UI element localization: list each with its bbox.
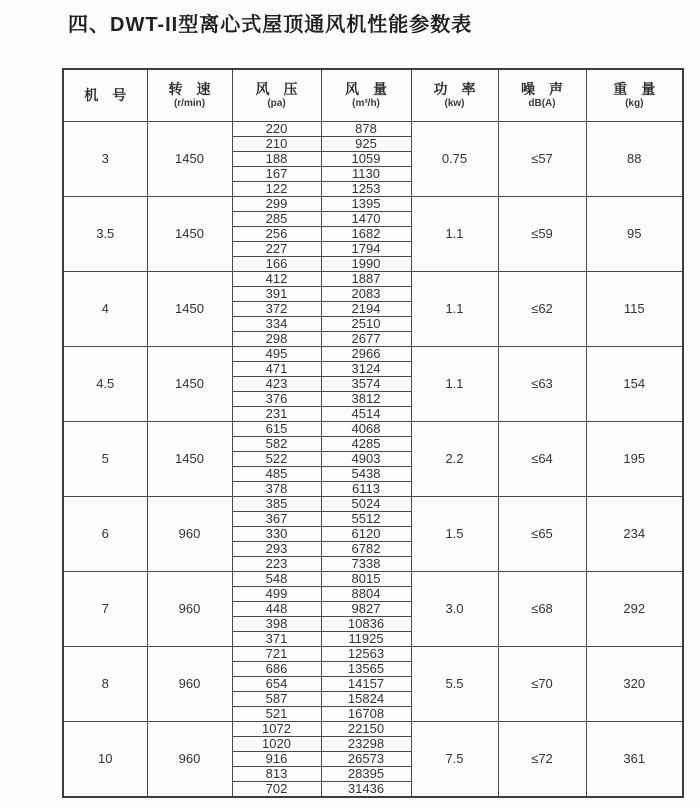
weight-cell: 234 xyxy=(586,496,683,571)
volume-cell: 5024 xyxy=(321,496,411,511)
speed-cell: 960 xyxy=(147,496,232,571)
model-cell: 6 xyxy=(63,496,147,571)
column-header-2 xyxy=(232,69,321,121)
pressure-cell: 582 xyxy=(232,436,321,451)
table-row xyxy=(63,121,683,136)
pressure-cell: 334 xyxy=(232,316,321,331)
pressure-cell: 210 xyxy=(232,136,321,151)
pressure-cell: 220 xyxy=(232,121,321,136)
volume-cell: 1395 xyxy=(321,196,411,211)
pressure-cell: 686 xyxy=(232,661,321,676)
weight-cell: 195 xyxy=(586,421,683,496)
volume-cell: 2194 xyxy=(321,301,411,316)
noise-cell: ≤57 xyxy=(498,121,586,196)
pressure-cell: 654 xyxy=(232,676,321,691)
pressure-cell: 522 xyxy=(232,451,321,466)
volume-cell: 4903 xyxy=(321,451,411,466)
model-cell: 7 xyxy=(63,571,147,646)
power-cell: 1.5 xyxy=(411,496,498,571)
pressure-cell: 299 xyxy=(232,196,321,211)
volume-cell: 5512 xyxy=(321,511,411,526)
model-cell: 4.5 xyxy=(63,346,147,421)
pressure-cell: 495 xyxy=(232,346,321,361)
weight-cell: 88 xyxy=(586,121,683,196)
model-cell: 5 xyxy=(63,421,147,496)
spec-table-body xyxy=(63,121,683,797)
volume-cell: 2083 xyxy=(321,286,411,301)
weight-cell: 115 xyxy=(586,271,683,346)
volume-cell: 3574 xyxy=(321,376,411,391)
page-title: 四、DWT-II型离心式屋顶通风机性能参数表 xyxy=(68,14,473,36)
noise-cell: ≤65 xyxy=(498,496,586,571)
noise-cell: ≤62 xyxy=(498,271,586,346)
weight-cell: 95 xyxy=(586,196,683,271)
pressure-cell: 398 xyxy=(232,616,321,631)
pressure-cell: 367 xyxy=(232,511,321,526)
column-header-label: 重 量 xyxy=(613,80,656,97)
column-header-unit: (kw) xyxy=(444,97,465,109)
power-cell: 2.2 xyxy=(411,421,498,496)
pressure-cell: 256 xyxy=(232,226,321,241)
pressure-cell: 721 xyxy=(232,646,321,661)
pressure-cell: 423 xyxy=(232,376,321,391)
power-cell: 3.0 xyxy=(411,571,498,646)
column-header-unit: (pa) xyxy=(267,97,286,109)
weight-cell: 154 xyxy=(586,346,683,421)
weight-cell: 361 xyxy=(586,721,683,797)
volume-cell: 8015 xyxy=(321,571,411,586)
volume-cell: 1253 xyxy=(321,181,411,196)
pressure-cell: 448 xyxy=(232,601,321,616)
volume-cell: 2510 xyxy=(321,316,411,331)
weight-cell: 292 xyxy=(586,571,683,646)
pressure-cell: 499 xyxy=(232,586,321,601)
volume-cell: 1990 xyxy=(321,256,411,271)
speed-cell: 1450 xyxy=(147,121,232,196)
table-row xyxy=(63,421,683,436)
volume-cell: 2677 xyxy=(321,331,411,346)
pressure-cell: 376 xyxy=(232,391,321,406)
table-row xyxy=(63,571,683,586)
speed-cell: 1450 xyxy=(147,271,232,346)
volume-cell: 3812 xyxy=(321,391,411,406)
pressure-cell: 330 xyxy=(232,526,321,541)
spec-table-head xyxy=(63,69,683,121)
volume-cell: 2966 xyxy=(321,346,411,361)
noise-cell: ≤63 xyxy=(498,346,586,421)
weight-cell: 320 xyxy=(586,646,683,721)
table-row xyxy=(63,271,683,286)
volume-cell: 26573 xyxy=(321,751,411,766)
pressure-cell: 385 xyxy=(232,496,321,511)
volume-cell: 878 xyxy=(321,121,411,136)
volume-cell: 1059 xyxy=(321,151,411,166)
volume-cell: 4285 xyxy=(321,436,411,451)
table-row xyxy=(63,721,683,736)
column-header-label: 机 号 xyxy=(84,86,127,103)
volume-cell: 12563 xyxy=(321,646,411,661)
pressure-cell: 298 xyxy=(232,331,321,346)
power-cell: 1.1 xyxy=(411,346,498,421)
volume-cell: 13565 xyxy=(321,661,411,676)
volume-cell: 3124 xyxy=(321,361,411,376)
pressure-cell: 371 xyxy=(232,631,321,646)
noise-cell: ≤70 xyxy=(498,646,586,721)
pressure-cell: 391 xyxy=(232,286,321,301)
pressure-cell: 167 xyxy=(232,166,321,181)
volume-cell: 925 xyxy=(321,136,411,151)
volume-cell: 16708 xyxy=(321,706,411,721)
fan-performance-table xyxy=(62,68,684,798)
pressure-cell: 548 xyxy=(232,571,321,586)
pressure-cell: 521 xyxy=(232,706,321,721)
volume-cell: 9827 xyxy=(321,601,411,616)
speed-cell: 1450 xyxy=(147,346,232,421)
table-row xyxy=(63,196,683,211)
volume-cell: 22150 xyxy=(321,721,411,736)
volume-cell: 6113 xyxy=(321,481,411,496)
volume-cell: 15824 xyxy=(321,691,411,706)
pressure-cell: 223 xyxy=(232,556,321,571)
power-cell: 1.1 xyxy=(411,196,498,271)
table-row xyxy=(63,346,683,361)
pressure-cell: 293 xyxy=(232,541,321,556)
pressure-cell: 122 xyxy=(232,181,321,196)
model-cell: 3.5 xyxy=(63,196,147,271)
pressure-cell: 916 xyxy=(232,751,321,766)
pressure-cell: 372 xyxy=(232,301,321,316)
model-cell: 10 xyxy=(63,721,147,797)
model-cell: 8 xyxy=(63,646,147,721)
model-cell: 4 xyxy=(63,271,147,346)
power-cell: 1.1 xyxy=(411,271,498,346)
speed-cell: 1450 xyxy=(147,196,232,271)
pressure-cell: 813 xyxy=(232,766,321,781)
volume-cell: 5438 xyxy=(321,466,411,481)
volume-cell: 14157 xyxy=(321,676,411,691)
column-header-unit: (r/min) xyxy=(173,97,206,109)
volume-cell: 1130 xyxy=(321,166,411,181)
volume-cell: 11925 xyxy=(321,631,411,646)
column-header-6 xyxy=(586,69,683,121)
column-header-0 xyxy=(63,69,147,121)
speed-cell: 960 xyxy=(147,721,232,797)
column-header-1 xyxy=(147,69,232,121)
pressure-cell: 471 xyxy=(232,361,321,376)
column-header-unit: (kg) xyxy=(625,97,644,109)
power-cell: 7.5 xyxy=(411,721,498,797)
volume-cell: 4514 xyxy=(321,406,411,421)
column-header-label: 噪 声 xyxy=(521,80,563,97)
pressure-cell: 615 xyxy=(232,421,321,436)
pressure-cell: 231 xyxy=(232,406,321,421)
model-cell: 3 xyxy=(63,121,147,196)
volume-cell: 1682 xyxy=(321,226,411,241)
pressure-cell: 485 xyxy=(232,466,321,481)
pressure-cell: 227 xyxy=(232,241,321,256)
pressure-cell: 587 xyxy=(232,691,321,706)
header-row xyxy=(63,69,683,121)
pressure-cell: 166 xyxy=(232,256,321,271)
pressure-cell: 702 xyxy=(232,781,321,797)
pressure-cell: 285 xyxy=(232,211,321,226)
noise-cell: ≤59 xyxy=(498,196,586,271)
column-header-label: 功 率 xyxy=(433,80,476,97)
volume-cell: 8804 xyxy=(321,586,411,601)
volume-cell: 31436 xyxy=(321,781,411,797)
table-row xyxy=(63,646,683,661)
volume-cell: 6782 xyxy=(321,541,411,556)
pressure-cell: 412 xyxy=(232,271,321,286)
volume-cell: 6120 xyxy=(321,526,411,541)
speed-cell: 960 xyxy=(147,571,232,646)
table-row xyxy=(63,496,683,511)
volume-cell: 7338 xyxy=(321,556,411,571)
column-header-label: 风 压 xyxy=(255,80,298,97)
volume-cell: 28395 xyxy=(321,766,411,781)
noise-cell: ≤68 xyxy=(498,571,586,646)
pressure-cell: 1072 xyxy=(232,721,321,736)
column-header-4 xyxy=(411,69,498,121)
speed-cell: 960 xyxy=(147,646,232,721)
volume-cell: 10836 xyxy=(321,616,411,631)
column-header-5 xyxy=(498,69,586,121)
volume-cell: 23298 xyxy=(321,736,411,751)
pressure-cell: 1020 xyxy=(232,736,321,751)
volume-cell: 1887 xyxy=(321,271,411,286)
power-cell: 0.75 xyxy=(411,121,498,196)
pressure-cell: 188 xyxy=(232,151,321,166)
noise-cell: ≤64 xyxy=(498,421,586,496)
power-cell: 5.5 xyxy=(411,646,498,721)
column-header-unit: dB(A) xyxy=(528,97,556,109)
volume-cell: 4068 xyxy=(321,421,411,436)
volume-cell: 1794 xyxy=(321,241,411,256)
pressure-cell: 378 xyxy=(232,481,321,496)
speed-cell: 1450 xyxy=(147,421,232,496)
column-header-label: 转 速 xyxy=(168,80,211,97)
column-header-unit: (m³/h) xyxy=(352,97,380,109)
noise-cell: ≤72 xyxy=(498,721,586,797)
volume-cell: 1470 xyxy=(321,211,411,226)
column-header-label: 风 量 xyxy=(345,80,387,97)
column-header-3 xyxy=(321,69,411,121)
